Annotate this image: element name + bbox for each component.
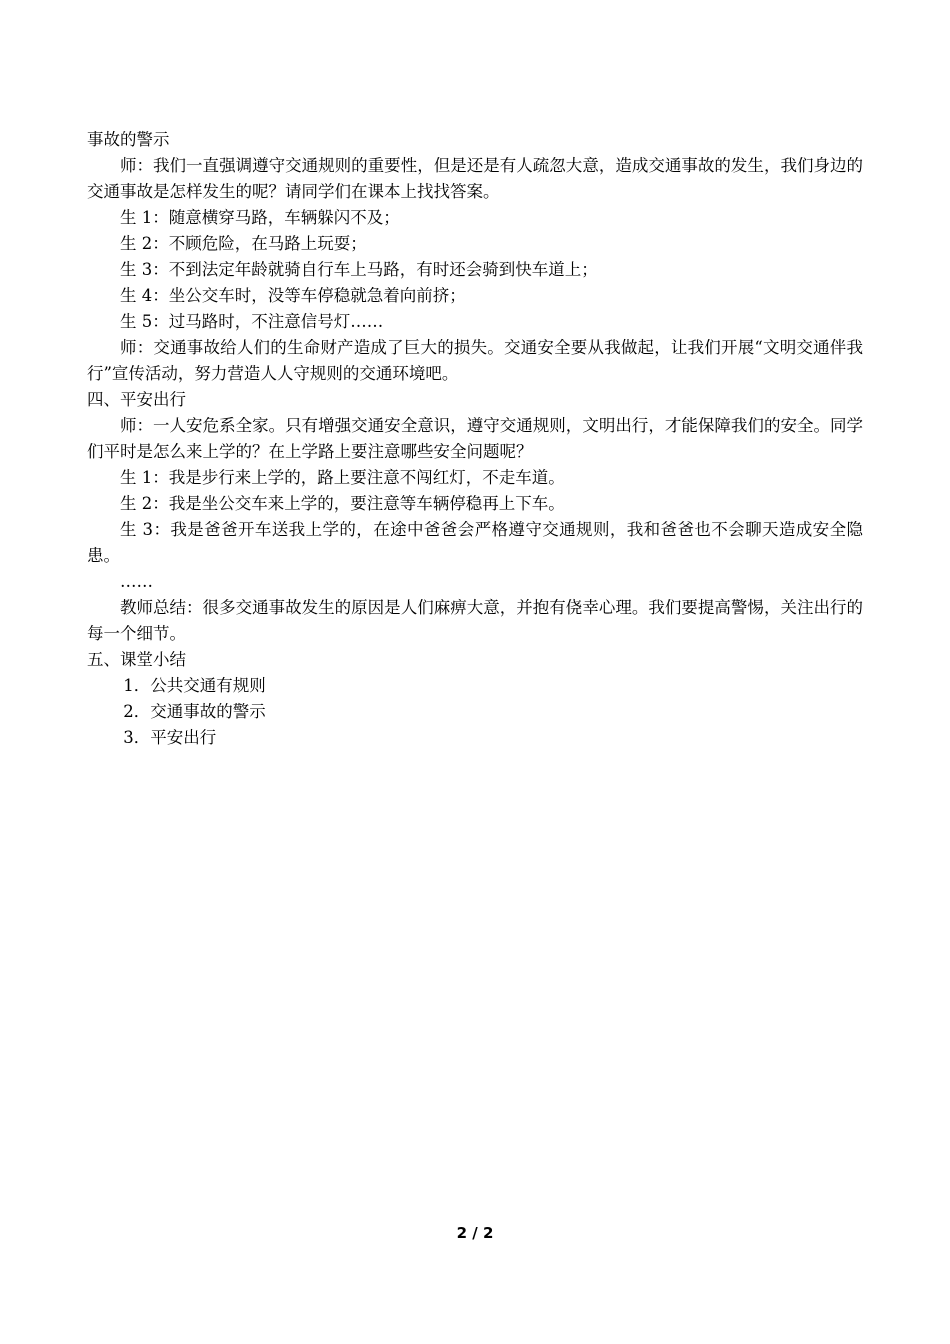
student-answer: 生 3：不到法定年龄就骑自行车上马路，有时还会骑到快车道上；	[120, 260, 598, 279]
student-answer: 生 1：我是步行来上学的，路上要注意不闯红灯，不走车道。	[120, 468, 565, 487]
teacher-paragraph: 师：我们一直强调遵守交通规则的重要性，但是还是有人疏忽大意，造成交通事故的发生，我们身边的交通事故是怎样发生的呢？请同学们在课本上找找答案。	[87, 156, 863, 201]
teacher-summary: 教师总结：很多交通事故发生的原因是人们麻痹大意，并抱有侥幸心理。我们要提高警惕，关注出行的每一个细节。	[87, 598, 863, 643]
summary-list-item: 3．平安出行	[123, 728, 217, 747]
student-answer: 生 3：我是爸爸开车送我上学的，在途中爸爸会严格遵守交通规则，我和爸爸也不会聊天造成安全隐患。	[87, 520, 863, 565]
teacher-paragraph: 师：一人安危系全家。只有增强交通安全意识，遵守交通规则，文明出行，才能保障我们的安全。同学们平时是怎么来上学的？在上学路上要注意哪些安全问题呢？	[87, 416, 863, 461]
ellipsis-line: ……	[120, 572, 153, 591]
heading-accident-warning: 事故的警示	[87, 130, 170, 149]
section-heading-safe-travel: 四、平安出行	[87, 390, 186, 409]
teacher-paragraph: 师：交通事故给人们的生命财产造成了巨大的损失。交通安全要从我做起，让我们开展“文明交通伴我行”宣传活动，努力营造人人守规则的交通环境吧。	[87, 338, 863, 383]
student-answer: 生 2：不顾危险，在马路上玩耍；	[120, 234, 367, 253]
summary-list-item: 2．交通事故的警示	[123, 702, 266, 721]
page-number: 2 / 2	[456, 1224, 494, 1242]
student-answer: 生 4：坐公交车时，没等车停稳就急着向前挤；	[120, 286, 466, 305]
summary-list-item: 1．公共交通有规则	[123, 676, 266, 695]
student-answer: 生 1：随意横穿马路，车辆躲闪不及；	[120, 208, 400, 227]
student-answer: 生 2：我是坐公交车来上学的，要注意等车辆停稳再上下车。	[120, 494, 565, 513]
document-body	[87, 127, 863, 751]
student-answer: 生 5：过马路时，不注意信号灯……	[120, 312, 384, 331]
section-heading-class-summary: 五、课堂小结	[87, 650, 186, 669]
